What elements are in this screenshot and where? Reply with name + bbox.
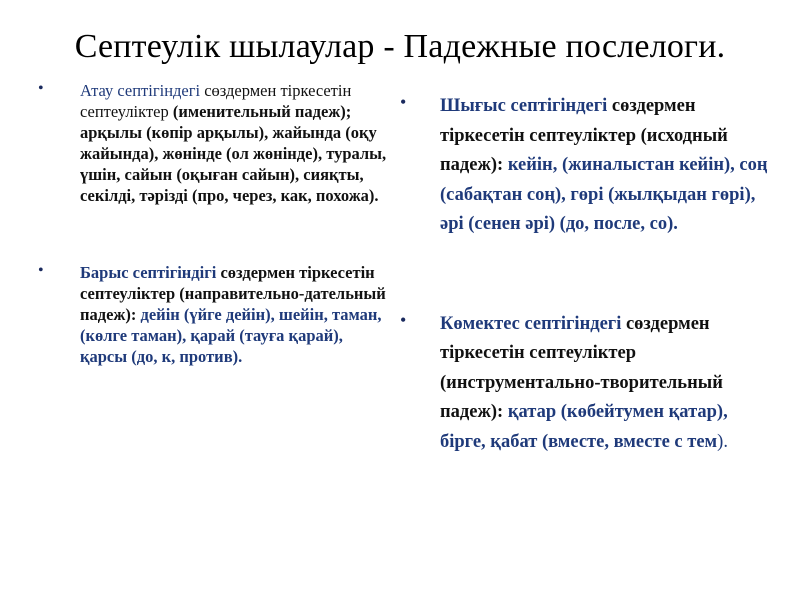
case-name: Барыс септігіндігі: [80, 263, 217, 282]
left-column: [38, 80, 393, 367]
item-rest: кейін, (жиналыстан кейін), соң (сабақтан соң), гөрі (жылқыдан гөрі), әрі (сенен әрі) (до, после, со).: [440, 155, 768, 234]
list-item: [38, 262, 393, 367]
bullet-icon: •: [400, 309, 407, 330]
item-rest: (именительный падеж); арқылы (көпір арқылы), жайында (оқу жайында), жөнінде (ол жөнінде), туралы, үшін, сайын (оқыған сайын), сияқты, секілді, тәрізді (про, через, как, похожа).: [80, 102, 387, 205]
list-item: [398, 92, 770, 240]
item-mid: сөздермен тіркесетін септеуліктер: [80, 81, 352, 121]
item-text: [80, 262, 393, 367]
item-mid: сөздермен тіркесетін септеуліктер (исходный падеж):: [440, 96, 728, 175]
item-text: [440, 310, 770, 458]
case-name: Шығыс септігіндегі: [440, 96, 608, 116]
item-rest: дейін (үйге дейін), шейін, таман, (көлге таман), қарай (тауға қарай), қарсы (до, к, против).: [80, 305, 382, 366]
list-item: [398, 310, 770, 458]
item-rest: қатар (көбейтумен қатар), бірге, қабат (вместе, вместе с тем: [440, 402, 728, 452]
item-text: [440, 92, 770, 240]
right-column: [398, 92, 770, 457]
item-tail: ).: [717, 431, 728, 452]
case-name: Атау септігіндегі: [80, 81, 201, 100]
bullet-icon: •: [38, 80, 44, 97]
list-item: [38, 80, 393, 206]
case-name: Көмектес септігіндегі: [440, 313, 622, 334]
bullet-icon: •: [400, 92, 407, 112]
bullet-icon: •: [38, 262, 44, 279]
slide-title: Септеулік шылаулар - Падежные послелоги.: [74, 28, 726, 65]
item-mid: сөздермен тіркесетін септеуліктер (инструментально-творительный падеж):: [440, 313, 723, 422]
item-mid: сөздермен тіркесетін септеуліктер (направительно-дательный падеж):: [80, 263, 386, 324]
item-text: [80, 80, 393, 206]
